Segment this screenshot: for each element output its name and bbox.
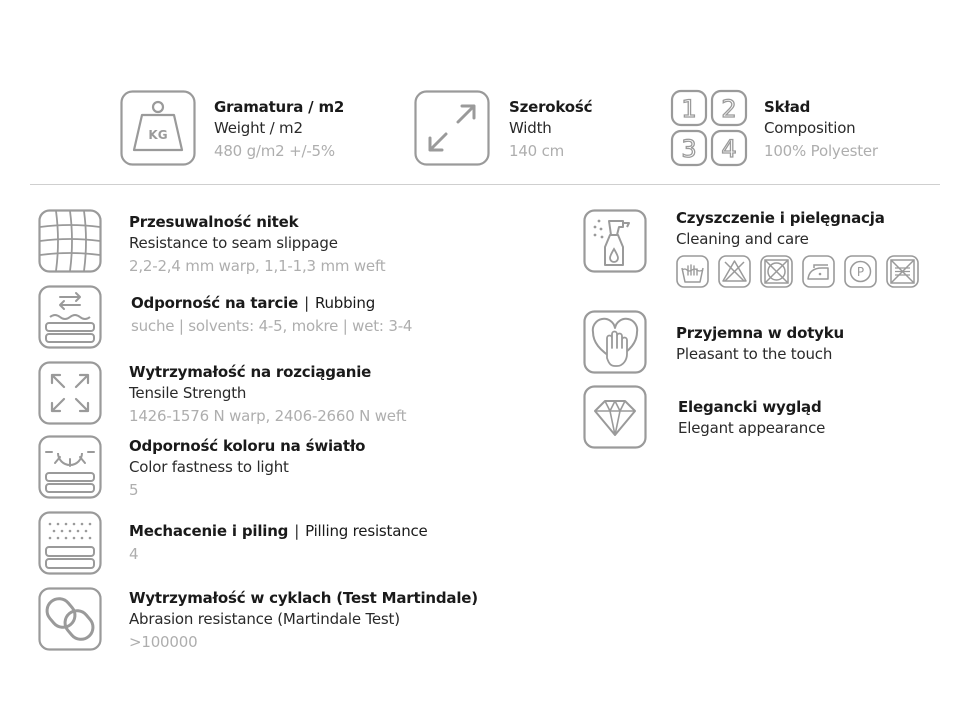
martindale-value: >100000	[129, 633, 198, 651]
weight-kg-icon	[120, 90, 196, 166]
dry-clean-letter: P	[856, 265, 865, 279]
digit-1: 1	[681, 95, 697, 123]
hand-heart-icon	[583, 310, 647, 374]
pilling-block	[129, 521, 428, 565]
pilling-title: Mechacenie i piling	[129, 522, 289, 540]
dry-clean-p-icon	[844, 255, 877, 288]
width-block	[509, 97, 592, 162]
rubbing-title: Odporność na tarcie	[131, 294, 299, 312]
rubbing-value: suche | solvents: 4-5, mokre | wet: 3-4	[131, 317, 413, 335]
digit-4: 4	[721, 135, 737, 163]
tensile-subtitle: Tensile Strength	[129, 384, 247, 402]
elegant-title: Elegancki wygląd	[678, 398, 822, 416]
martindale-title: Wytrzymałość w cyklach (Test Martindale)	[129, 589, 478, 607]
low-iron-icon	[802, 255, 835, 288]
seam-slippage-value: 2,2-2,4 mm warp, 1,1-1,3 mm weft	[129, 257, 386, 275]
martindale-subtitle: Abrasion resistance (Martindale Test)	[129, 610, 400, 628]
width-arrows-icon	[414, 90, 490, 166]
section-divider	[30, 184, 940, 185]
composition-title: Skład	[764, 98, 811, 116]
rubbing-block	[131, 293, 412, 337]
pilling-separator: |	[294, 522, 300, 540]
digit-3: 3	[681, 135, 697, 163]
spray-bottle-icon	[583, 209, 647, 273]
width-subtitle: Width	[509, 119, 552, 137]
tensile-block	[129, 362, 406, 427]
weight-block	[214, 97, 344, 162]
elegant-subtitle: Elegant appearance	[678, 419, 826, 437]
no-bleach-icon	[718, 255, 751, 288]
light-fastness-title: Odporność koloru na światło	[129, 437, 366, 455]
rubbing-separator: |	[304, 294, 309, 312]
elegant-block	[678, 397, 825, 439]
width-title: Szerokość	[509, 98, 593, 116]
pilling-value: 4	[129, 545, 139, 563]
no-dry-flat-icon	[886, 255, 919, 288]
light-fastness-value: 5	[129, 481, 139, 499]
composition-grid-icon	[670, 89, 748, 167]
touch-subtitle: Pleasant to the touch	[676, 345, 833, 363]
kg-label: KG	[148, 128, 168, 142]
weight-title: Gramatura / m2	[214, 98, 345, 116]
light-fastness-icon	[38, 435, 102, 499]
composition-subtitle: Composition	[764, 119, 856, 137]
touch-block	[676, 323, 844, 365]
composition-value: 100% Polyester	[764, 142, 878, 160]
tensile-title: Wytrzymałość na rozciąganie	[129, 363, 372, 381]
tensile-value: 1426-1576 N warp, 2406-2660 N weft	[129, 407, 407, 425]
cleaning-block	[676, 208, 885, 250]
martindale-block	[129, 588, 478, 653]
seam-slippage-block	[129, 212, 385, 277]
composition-block	[764, 97, 878, 162]
no-tumble-dry-icon	[760, 255, 793, 288]
tensile-strength-icon	[38, 361, 102, 425]
pilling-inline: Pilling resistance	[305, 522, 428, 540]
martindale-rings-icon	[38, 587, 102, 651]
care-symbols-row	[676, 255, 919, 288]
cleaning-title: Czyszczenie i pielęgnacja	[676, 209, 885, 227]
touch-title: Przyjemna w dotyku	[676, 324, 844, 342]
rubbing-icon	[38, 285, 102, 349]
width-value: 140 cm	[509, 142, 565, 160]
light-fastness-subtitle: Color fastness to light	[129, 458, 289, 476]
diamond-icon	[583, 385, 647, 449]
weight-value: 480 g/m2 +/-5%	[214, 142, 335, 160]
seam-slippage-title: Przesuwalność nitek	[129, 213, 299, 231]
rubbing-inline: Rubbing	[314, 294, 376, 312]
seam-slippage-icon	[38, 209, 102, 273]
pilling-icon	[38, 511, 102, 575]
light-fastness-block	[129, 436, 365, 501]
cleaning-subtitle: Cleaning and care	[676, 230, 809, 248]
digit-2: 2	[721, 95, 737, 123]
hand-wash-icon	[676, 255, 709, 288]
weight-subtitle: Weight / m2	[214, 119, 303, 137]
seam-slippage-subtitle: Resistance to seam slippage	[129, 234, 338, 252]
